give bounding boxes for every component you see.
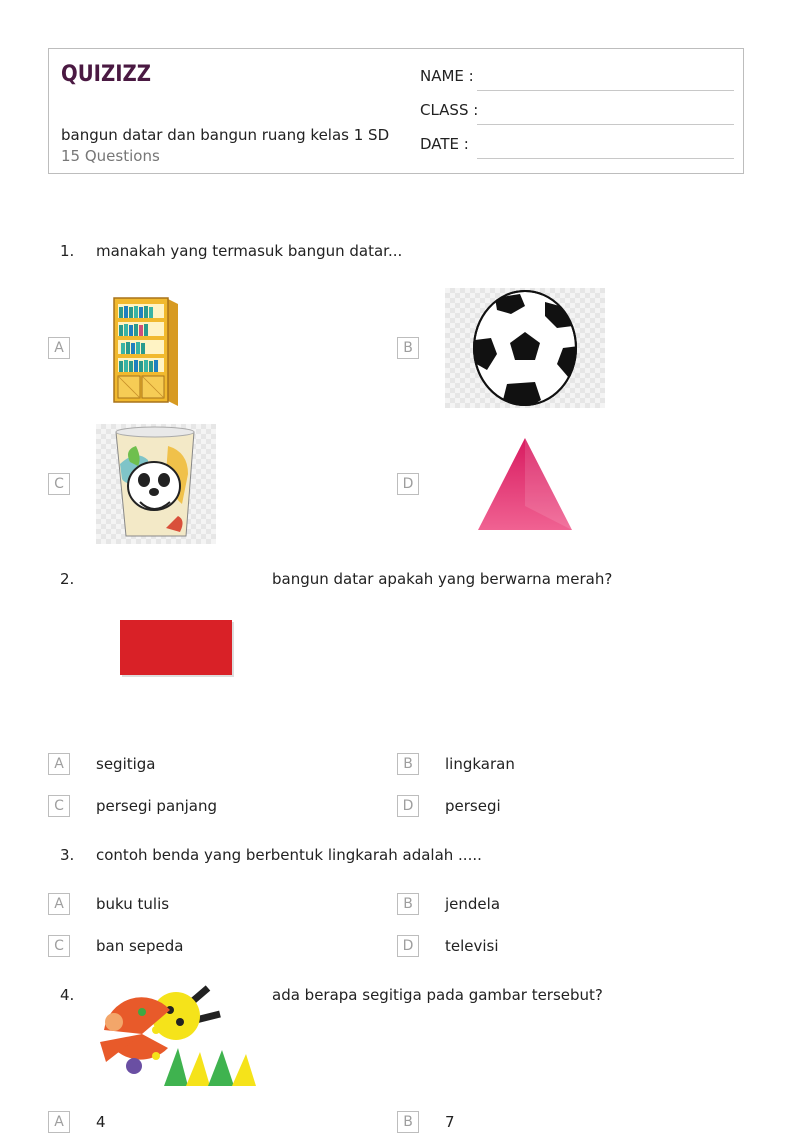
name-label: NAME : [420, 67, 474, 85]
q4-option-b-letter[interactable]: B [397, 1111, 419, 1133]
q3-option-b-letter[interactable]: B [397, 893, 419, 915]
q2-option-b-letter[interactable]: B [397, 753, 419, 775]
q2-option-d-text[interactable]: persegi [445, 797, 501, 815]
red-rectangle-image [118, 618, 236, 678]
question-2-number: 2. [60, 570, 75, 588]
class-line[interactable] [477, 124, 734, 125]
bookshelf-image[interactable] [108, 294, 182, 408]
q2-option-b-text[interactable]: lingkaran [445, 755, 515, 773]
q3-option-b-text[interactable]: jendela [445, 895, 501, 913]
question-1-text: manakah yang termasuk bangun datar... [96, 242, 403, 260]
q2-option-c-text[interactable]: persegi panjang [96, 797, 218, 815]
worksheet-header [48, 48, 744, 174]
date-label: DATE : [420, 135, 469, 153]
question-3-number: 3. [60, 846, 75, 864]
q2-option-d-letter[interactable]: D [397, 795, 419, 817]
q3-option-a-text[interactable]: buku tulis [96, 895, 170, 913]
name-line[interactable] [477, 90, 734, 91]
name-field[interactable] [420, 67, 734, 91]
question-3-text: contoh benda yang berbentuk lingkarah adalah ..... [96, 846, 482, 864]
question-4-text: ada berapa segitiga pada gambar tersebut? [272, 986, 603, 1004]
q3-option-d-letter[interactable]: D [397, 935, 419, 957]
pink-triangle-image[interactable] [476, 436, 574, 532]
soccer-ball-icon [445, 288, 605, 408]
q2-option-a-text[interactable]: segitiga [96, 755, 156, 773]
question-4-number: 4. [60, 986, 75, 1004]
svg-text:QUIZIZZ: QUIZIZZ [61, 62, 151, 87]
q1-option-d-letter[interactable]: D [397, 473, 419, 495]
date-line[interactable] [477, 158, 734, 159]
quizizz-logo [61, 59, 153, 87]
q1-option-b-letter[interactable]: B [397, 337, 419, 359]
q2-option-a-letter[interactable]: A [48, 753, 70, 775]
q4-option-a-letter[interactable]: A [48, 1111, 70, 1133]
date-field[interactable] [420, 135, 734, 159]
question-count: 15 Questions [61, 147, 160, 165]
class-label: CLASS : [420, 101, 479, 119]
question-1-number: 1. [60, 242, 75, 260]
soccer-ball-image[interactable] [445, 288, 605, 408]
q4-option-a-text[interactable]: 4 [96, 1113, 106, 1131]
question-2-text: bangun datar apakah yang berwarna merah? [272, 570, 613, 588]
q1-option-a-letter[interactable]: A [48, 337, 70, 359]
q3-option-d-text[interactable]: televisi [445, 937, 499, 955]
paper-cup-image[interactable] [96, 424, 216, 544]
paper-cup-icon [96, 424, 216, 544]
q3-option-c-letter[interactable]: C [48, 935, 70, 957]
q4-option-b-text[interactable]: 7 [445, 1113, 455, 1131]
q2-option-c-letter[interactable]: C [48, 795, 70, 817]
shape-collage-image [96, 982, 258, 1088]
q3-option-c-text[interactable]: ban sepeda [96, 937, 184, 955]
q3-option-a-letter[interactable]: A [48, 893, 70, 915]
class-field[interactable] [420, 101, 734, 125]
q1-option-c-letter[interactable]: C [48, 473, 70, 495]
worksheet-title: bangun datar dan bangun ruang kelas 1 SD [61, 126, 390, 144]
